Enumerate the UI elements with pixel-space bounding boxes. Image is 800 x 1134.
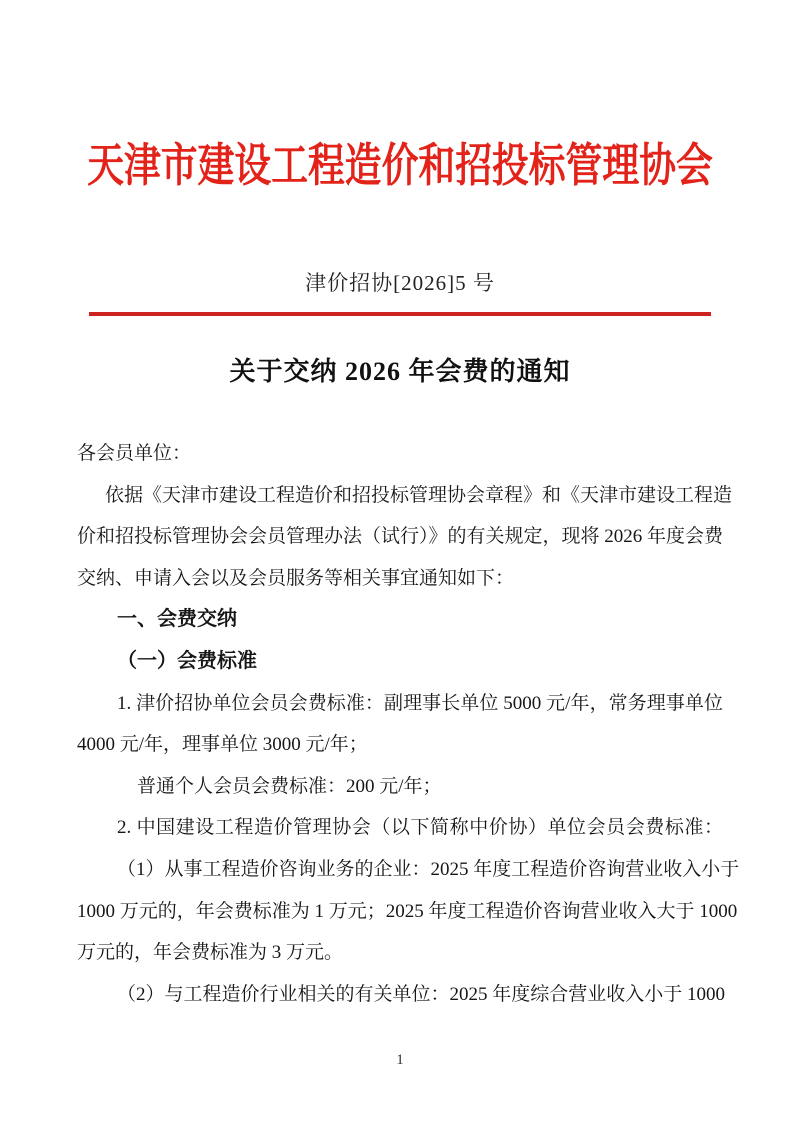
text-line: 1. 津价招协单位会员会费标准：副理事长单位 5000 元/年，常务理事单位 (117, 692, 723, 714)
letterhead-organization-title: 天津市建设工程造价和招投标管理协会 (87, 140, 713, 191)
text-line: 价和招投标管理协会会员管理办法（试行）》的有关规定，现将 2026 年度会费 (77, 526, 724, 548)
text-line: 万元的，年会费标准为 3 万元。 (77, 942, 344, 964)
text-line: 交纳、申请入会以及会员服务等相关事宜通知如下： (77, 567, 515, 589)
text-line: 4000 元/年，理事单位 3000 元/年； (77, 734, 368, 756)
text-line: 各会员单位： (77, 443, 192, 464)
text-line: 依据《天津市建设工程造价和招投标管理协会章程》和《天津市建设工程造 (105, 484, 733, 506)
document-body (77, 433, 740, 1015)
red-separator-line (89, 312, 711, 316)
text-line: 一、会费交纳 (117, 608, 237, 631)
text-line: （1）从事工程造价咨询业务的企业：2025 年度工程造价咨询营业收入小于 (117, 858, 740, 880)
text-line: （一）会费标准 (117, 649, 257, 672)
text-line: 1000 万元的，年会费标准为 1 万元；2025 年度工程造价咨询营业收入大于 1000 (77, 900, 738, 922)
text-line: 2. 中国建设工程造价管理协会（以下简称中价协）单位会员会费标准： (117, 817, 723, 839)
document-title: 关于交纳 2026 年会费的通知 (229, 357, 571, 386)
text-line: 普通个人会员会费标准：200 元/年； (137, 775, 442, 797)
document-number: 津价招协[2026]5 号 (305, 271, 495, 295)
text-line: （2）与工程造价行业相关的有关单位：2025 年度综合营业收入小于 1000 (117, 983, 726, 1005)
page-number: 1 (396, 1052, 404, 1068)
